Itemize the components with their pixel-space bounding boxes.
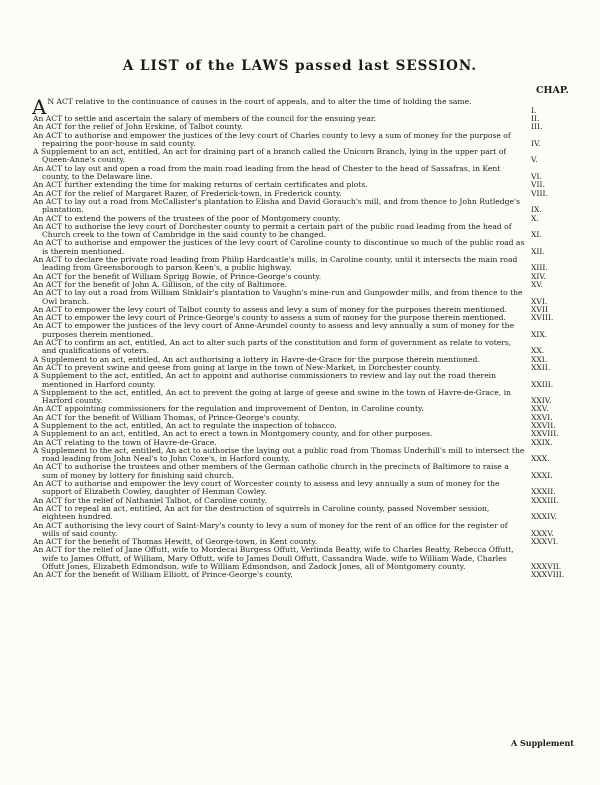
chapter-number: XXVII. xyxy=(531,420,556,430)
chapter-number: XXXIII. xyxy=(531,495,559,505)
law-entry xyxy=(33,571,573,579)
law-title: A Supplement to an act, entitled, An act for draining part of a branch called the Unicorn Branch, lying in the upper part of Queen-Anne's county. xyxy=(33,147,507,165)
chapter-number: X. xyxy=(531,213,539,223)
law-title: A Supplement to the act, entitled, An act to authorise the laying out a public road from Thomas Underhill's mill to intersect the road leading from John Neal's to John Coxe's, in Harford county. xyxy=(33,445,525,464)
chapter-number: XI. xyxy=(531,230,542,240)
chapter-number: XIV. xyxy=(531,271,546,281)
law-entry xyxy=(33,480,573,497)
chapter-number: XXI. xyxy=(531,354,548,364)
law-title: A Supplement to the act, entitled, An act to appoint and authorise commissioners to review and lay out the road therein mentioned in Harford county. xyxy=(33,371,497,389)
law-title: An ACT to lay out and open a road from the main road leading from the head of Chester to the head of Sassafras, in Kent county, to the Delaware line. xyxy=(33,163,501,182)
chapter-number: XXXIV. xyxy=(531,512,557,522)
law-title: An ACT to authorise the trustees and other members of the German catholic church in the precincts of Baltimore to raise a sum of money by lottery for finishing said church. xyxy=(33,462,509,480)
drop-cap: A xyxy=(32,95,47,119)
law-entry xyxy=(33,165,573,182)
law-title: An ACT for the relief of John Erskine, of Talbot county. xyxy=(33,122,243,132)
law-title: An ACT to empower the justices of the levy court of Anne-Arundel county to assess and levy annually a sum of money for the purposes therein mentioned. xyxy=(33,321,515,339)
law-entry xyxy=(33,389,573,406)
chapter-number: XVI. xyxy=(531,296,548,306)
law-title: An ACT to authorise and empower the levy court of Worcester county to assess and levy annually a sum of money for the support of Elizabeth Cowley, daughter of Henman Cowley. xyxy=(33,479,500,497)
law-title: A Supplement to an act, entitled, An act authorising a lottery in Havre-de-Grace for the purpose therein mentioned. xyxy=(33,354,480,364)
law-title: An ACT appointing commissioners for the regulation and improvement of Denton, in Caroline county. xyxy=(33,404,424,414)
law-entry xyxy=(33,239,573,256)
chapter-number: XXXVIII. xyxy=(531,570,565,580)
catchword: A Supplement xyxy=(511,738,574,748)
chapter-number: VI. xyxy=(531,172,542,182)
law-entry xyxy=(33,447,573,464)
page-title: A LIST of the LAWS passed last SESSION. xyxy=(122,58,478,74)
chapter-number: XX. xyxy=(531,346,545,356)
chapter-number: XXII. xyxy=(531,362,551,372)
chapter-number: XIX. xyxy=(531,329,548,339)
chapter-number: XXXVII. xyxy=(531,562,562,572)
law-title: An ACT for the relief of Nathaniel Talbot, of Caroline county. xyxy=(33,495,267,505)
chapter-number: XXIII. xyxy=(531,379,554,389)
chapter-number: XXXI. xyxy=(531,470,553,480)
chapter-number: I. xyxy=(531,105,537,115)
law-entry xyxy=(33,223,573,240)
law-entry xyxy=(33,372,573,389)
law-entry xyxy=(33,289,573,306)
chapter-column-header: CHAP. xyxy=(536,85,569,96)
law-entry xyxy=(33,546,573,571)
law-list xyxy=(32,95,573,580)
law-title: An ACT to repeal an act, entitled, An act for the destruction of squirrels in Caroline county, passed November session, eighteen hundred. xyxy=(33,503,490,522)
chapter-number: XXV. xyxy=(531,404,549,414)
chapter-number: XII. xyxy=(531,246,545,256)
law-entry xyxy=(33,463,573,480)
law-title: An ACT to lay out a road from William Sinklair's plantation to Vaughn's mine-run and Gunpowder mills, and from thence to the Owl branch. xyxy=(33,288,523,306)
law-entry xyxy=(33,198,573,215)
law-title: An ACT authorising the levy court of Saint-Mary's county to levy a sum of money for the rent of an office for the register of wills of said county. xyxy=(33,520,508,538)
chapter-number: XXX. xyxy=(531,454,550,464)
chapter-number: XXIV. xyxy=(531,396,552,406)
law-title: An ACT to empower the levy court of Prince-George's county to assess a sum of money for the purpose therein mentioned. xyxy=(33,313,506,323)
law-title: An ACT to lay out a road from McCallister's plantation to Elisha and David Gorauch's mill, and from thence to John Rutledge's plantation. xyxy=(33,196,520,215)
chapter-number: V. xyxy=(531,155,538,165)
law-title: An ACT to confirm an act, entitled, An act to alter such parts of the constitution and form of government as relate to voters, and qualifications of voters. xyxy=(33,338,512,356)
law-title: An ACT to authorise the levy court of Dorchester county to permit a certain part of the public road leading from the head of Church creek to the town of Cambridge in the said county to be changed. xyxy=(33,221,512,240)
law-title: An ACT for the benefit of William Thomas, of Prince-George's county. xyxy=(33,412,300,422)
law-title: An ACT for the benefit of John A. Gillison, of the city of Baltimore. xyxy=(33,279,288,289)
law-title: An ACT for the benefit of William Sprigg Bowie, of Prince-George's county. xyxy=(33,271,322,281)
chapter-number: VII. xyxy=(531,180,545,190)
chapter-number: XXXII. xyxy=(531,487,556,497)
chapter-number: III. xyxy=(531,122,543,132)
law-title: An ACT to prevent swine and geese from going at large in the town of New-Market, in Dorchester county. xyxy=(33,362,442,372)
law-entry xyxy=(33,339,573,356)
chapter-number: XXXV. xyxy=(531,528,554,538)
chapter-number: XVII xyxy=(531,304,548,314)
law-title: An ACT for the benefit of William Elliott, of Prince-George's county. xyxy=(33,570,293,580)
law-title: A N ACT relative to the continuance of causes in the court of appeals, and to alter the time of holding the same. xyxy=(32,95,472,119)
law-entry xyxy=(33,132,573,149)
chapter-number: XVIII. xyxy=(531,313,554,323)
law-title: An ACT for the benefit of Thomas Hewitt, of George-town, in Kent county. xyxy=(33,537,318,547)
chapter-number: VIII. xyxy=(531,188,548,198)
law-entry xyxy=(33,505,573,522)
law-title: An ACT to authorise and empower the justices of the levy court of Caroline county to discontinue so much of the public road as is therein mentioned. xyxy=(33,238,525,256)
law-title: A Supplement to an act, entitled, An act to erect a town in Montgomery county, and for other purposes. xyxy=(33,429,433,439)
law-title: A Supplement to the act, entitled, An act to regulate the inspection of tobacco. xyxy=(33,420,337,430)
chapter-number: XXIX. xyxy=(531,437,553,447)
law-title: A Supplement to the act, entitled, An act to prevent the going at large of geese and swine in the town of Havre-de-Grace, in Harford county. xyxy=(33,387,511,406)
chapter-number: IX. xyxy=(531,205,542,215)
law-title: An ACT to settle and ascertain the salary of members of the council for the ensuing year. xyxy=(33,114,377,123)
chapter-number: XXVIII. xyxy=(531,429,559,439)
law-title: An ACT for the relief of Jane Offutt, wife to Mordecai Burgess Offutt, Verlinda Beatty, wife to Charles Beatty, Rebecca Offutt, wife to James Offutt, of William, Mary Offutt, wife to James Doull Offutt, Cassandra Wade, wife to William Wade, Charles Offutt Jones, Elizabeth Edmondson, wife to William Edmondson, and Zadock Jones, all of Montgomery county. xyxy=(33,545,514,572)
law-entry xyxy=(33,322,573,339)
chapter-number: XXVI. xyxy=(531,412,553,422)
law-entry xyxy=(33,522,573,539)
law-title: An ACT to extend the powers of the trustees of the poor of Montgomery county. xyxy=(33,213,341,223)
chapter-number: II. xyxy=(531,114,540,123)
law-title: An ACT for the relief of Margaret Razer, of Frederick-town, in Frederick county. xyxy=(33,188,342,198)
law-title: An ACT relating to the town of Havre-de-Grace. xyxy=(33,437,217,447)
law-entry xyxy=(33,148,573,165)
law-title: An ACT further extending the time for making returns of certain certificates and plots. xyxy=(33,180,368,190)
chapter-number: XV. xyxy=(531,279,543,289)
law-entry xyxy=(33,256,573,273)
law-title: An ACT to authorise and empower the justices of the levy court of Charles county to levy a sum of money for the purpose of repairing the poor-house in said county. xyxy=(33,130,511,148)
chapter-number: XIII. xyxy=(531,263,548,273)
law-title: An ACT to declare the private road leading from Philip Hardcastle's mills, in Caroline county, until it intersects the main road leading from Greensborough to parson Keen's, a public highway. xyxy=(33,255,518,273)
chapter-number: IV. xyxy=(531,138,541,148)
chapter-number: XXXVI. xyxy=(531,537,559,547)
law-title: An ACT to empower the levy court of Talbot county to assess and levy a sum of money for the purposes therein mentioned. xyxy=(33,304,507,314)
